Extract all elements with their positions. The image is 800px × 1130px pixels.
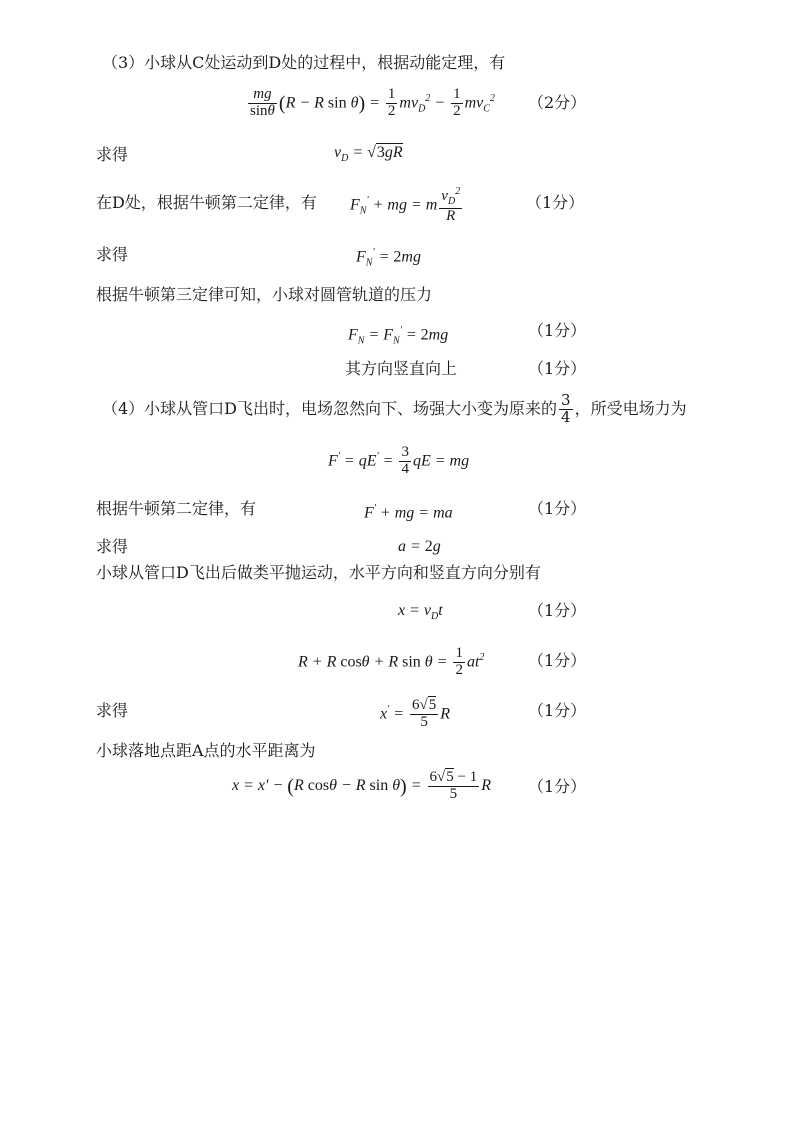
score-eq7-part4: （1分） [528,777,587,796]
score-eq3: （1分） [526,193,585,212]
label-qiude-4: 求得 [96,701,129,720]
equation-vertical: R + R cosθ + R sin θ = $\frac{1}{2}$ $at^2$ [298,645,485,679]
label-qiude-3: 求得 [96,537,129,556]
score-eq5: （1分） [528,321,587,340]
score-eq4-part4: （1分） [528,601,587,620]
part4-intro2: 根据牛顿第二定律，有 [96,499,257,518]
score-eq5-part4: （1分） [528,651,587,670]
equation-net-force: F' + mg = ma [364,503,453,522]
part4-intro4: 小球落地点距A点的水平距离为 [96,741,316,760]
score-eq2-part4: （1分） [528,499,587,518]
part3-intro: （3）小球从C处运动到D处的过程中，根据动能定理，有 [102,53,506,72]
score-eq1: （2分） [528,93,587,112]
equation-vd: $v_D = √3gR$ [334,144,403,165]
equation-electric-force: F' = qE' = $\frac{3}{4}$ qE = mg [328,444,470,478]
part3-intro3: 根据牛顿第三定律可知，小球对圆管轨道的压力 [96,285,433,304]
part4-intro [102,390,687,428]
label-qiude: 求得 [96,145,129,164]
label-qiude-2: 求得 [96,245,129,264]
direction-text: 其方向竖直向上 [345,359,458,378]
equation-landing-distance: x = x′ − (R cosθ − R sin θ) = $\frac{6√5 - 1}{5}$ R [232,769,491,802]
part4-intro3: 小球从管口D飞出后做类平抛运动，水平方向和竖直方向分别有 [96,563,541,582]
equation-newton2: $F_N'$ + mg = m $\frac{v_D^2}{R}$ [350,186,461,224]
part4-intro-a: （4）小球从管口D飞出时，电场忽然向下、场强大小变为原来的 [102,399,558,418]
equation-acceleration: a = 2g [398,538,441,555]
equation-work-energy: $\frac{mg}{\sin\theta}$ (R − R sin θ) = $\frac{1}{2}$ $mv_D^2$ − $\frac{1}{2}$ $mv_C^2$ [250,86,495,120]
equation-horizontal: $x = v_Dt$ [398,602,443,623]
score-direction: （1分） [528,359,587,378]
equation-x-prime: x' = $\frac{6√5}{5}$ R [380,697,451,731]
equation-pressure: $F_N = F_N' = 2mg$ [348,325,449,347]
equation-fn: $F_N' = 2mg$ [356,247,421,269]
fraction-three-quarters: $\frac{3}{4}$ [561,391,571,426]
part4-intro-b: ，所受电场力为 [574,399,687,418]
part3-intro2: 在D处，根据牛顿第二定律，有 [96,193,317,212]
score-eq6-part4: （1分） [528,701,587,720]
